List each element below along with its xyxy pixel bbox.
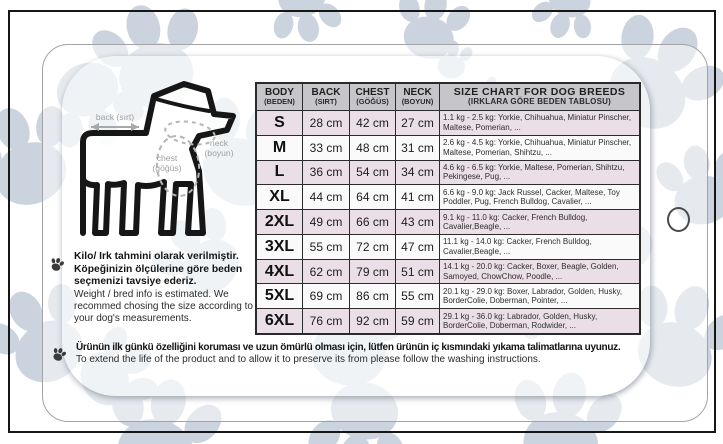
back-cell: 44 cm bbox=[303, 185, 349, 209]
size-cell: S bbox=[257, 111, 302, 135]
size-cell: M bbox=[257, 136, 302, 160]
header-breeds bbox=[440, 84, 639, 110]
header-breeds-tr: (IRKLARA GÖRE BEDEN TABLOSU) bbox=[468, 97, 611, 107]
breeds-cell: 20.1 kg - 29.0 kg: Boxer, Labrador, Golden, Husky, BorderColie, Doberman, Pointer, ... bbox=[440, 284, 639, 308]
header-chest-tr: (GÖĞÜS) bbox=[356, 97, 389, 107]
size-cell: 3XL bbox=[257, 235, 302, 259]
chest-cell: 54 cm bbox=[350, 161, 395, 185]
chest-label-line2: (göğüs) bbox=[152, 163, 182, 173]
back-cell: 28 cm bbox=[303, 111, 349, 135]
back-measure-arrow bbox=[91, 123, 139, 131]
washing-note-turkish: Ürünün ilk günkü özelliğini koruması ve uzun ömürlü olması için, lütfen ürünün iç kısmındaki yıkama talimatlarına uyunuz. bbox=[76, 342, 621, 353]
breeds-cell: 14.1 kg - 20.0 kg: Cacker, Boxer, Beagle, Golden, Samoyed, ChowChow, Poodle, ... bbox=[440, 260, 639, 284]
header-back-en: BACK bbox=[311, 86, 341, 98]
neck-label-line2: (boyun) bbox=[204, 148, 234, 158]
paw-icon bbox=[48, 343, 70, 365]
header-body bbox=[257, 84, 302, 110]
size-cell: 5XL bbox=[257, 284, 302, 308]
size-cell: 2XL bbox=[257, 210, 302, 234]
breeds-cell: 2.6 kg - 4.5 kg: Yorkie, Chihuahua, Miniatur Pinscher, Maltese, Pomerian, Shihtzu, ... bbox=[440, 136, 639, 160]
washing-note-english: To extend the life of the product and to allow it to preserve its from please follow the washing instructions. bbox=[76, 354, 541, 365]
breeds-cell: 6.6 kg - 9.0 kg: Jack Russel, Cacker, Maltese, Toy Poddler, Pug, French Bulldog, Cavalier, ... bbox=[440, 185, 639, 209]
back-cell: 33 cm bbox=[303, 136, 349, 160]
neck-cell: 34 cm bbox=[396, 161, 439, 185]
header-body-en: BODY bbox=[265, 86, 294, 98]
size-note-turkish: Kilo/ Irk tahmini olarak verilmiştir. Köpeğinizin ölçülerine göre beden seçmenizi tavsiye ederiz. bbox=[74, 251, 243, 288]
chest-cell: 66 cm bbox=[350, 210, 395, 234]
dog-measurement-diagram bbox=[58, 76, 270, 248]
paw-icon bbox=[46, 253, 68, 275]
neck-cell: 41 cm bbox=[396, 185, 439, 209]
chest-label-line1: chest bbox=[156, 153, 178, 163]
header-back-tr: (SIRT) bbox=[315, 97, 337, 107]
chest-cell: 72 cm bbox=[350, 235, 395, 259]
size-cell: L bbox=[257, 161, 302, 185]
neck-cell: 31 cm bbox=[396, 136, 439, 160]
header-neck-en: NECK bbox=[403, 86, 432, 98]
neck-cell: 55 cm bbox=[396, 284, 439, 308]
size-cell: XL bbox=[257, 185, 302, 209]
dog-outline-icon bbox=[58, 76, 270, 248]
neck-cell: 43 cm bbox=[396, 210, 439, 234]
hang-hole bbox=[667, 207, 690, 232]
size-note bbox=[46, 251, 272, 325]
neck-label-line1: neck bbox=[209, 138, 229, 148]
neck-cell: 47 cm bbox=[396, 235, 439, 259]
neck-cell: 27 cm bbox=[396, 111, 439, 135]
header-chest bbox=[350, 84, 395, 110]
size-cell: 6XL bbox=[257, 309, 302, 333]
chest-cell: 48 cm bbox=[350, 136, 395, 160]
breeds-cell: 1.1 kg - 2.5 kg: Yorkie, Chihuahua, Miniatur Pinscher, Maltese, Pomerian, ... bbox=[440, 111, 639, 135]
header-body-tr: (BEDEN) bbox=[264, 97, 295, 107]
breeds-cell: 11.1 kg - 14.0 kg: Cacker, French Bulldog, Cavalier,Beagle, ... bbox=[440, 235, 639, 259]
back-cell: 49 cm bbox=[303, 210, 349, 234]
chest-cell: 79 cm bbox=[350, 260, 395, 284]
header-neck-tr: (BOYUN) bbox=[401, 97, 434, 107]
back-cell: 76 cm bbox=[303, 309, 349, 333]
back-cell: 62 cm bbox=[303, 260, 349, 284]
back-cell: 55 cm bbox=[303, 235, 349, 259]
neck-cell: 59 cm bbox=[396, 309, 439, 333]
chest-cell: 86 cm bbox=[350, 284, 395, 308]
size-note-english: Weight / bred info is estimated. We recommed chosing the size according to your dog's measurements. bbox=[74, 288, 253, 325]
chest-cell: 42 cm bbox=[350, 111, 395, 135]
header-back bbox=[303, 84, 349, 110]
chest-cell: 64 cm bbox=[350, 185, 395, 209]
neck-cell: 51 cm bbox=[396, 260, 439, 284]
size-chart-table bbox=[255, 82, 641, 335]
back-cell: 36 cm bbox=[303, 161, 349, 185]
chest-cell: 92 cm bbox=[350, 309, 395, 333]
header-breeds-en: SIZE CHART FOR DOG BREEDS bbox=[453, 86, 626, 99]
back-label: back (sırt) bbox=[95, 112, 135, 122]
breeds-cell: 9.1 kg - 11.0 kg: Cacker, French Bulldog, Cavalier,Beagle, ... bbox=[440, 210, 639, 234]
header-chest-en: CHEST bbox=[355, 86, 390, 98]
header-neck bbox=[396, 84, 439, 110]
breeds-cell: 29.1 kg - 36.0 kg: Labrador, Golden, Husky, BorderColie, Doberman, Rodwider, ... bbox=[440, 309, 639, 333]
back-cell: 69 cm bbox=[303, 284, 349, 308]
washing-note bbox=[48, 341, 692, 367]
breeds-cell: 4.6 kg - 6.5 kg: Yorkie, Maltese, Pomerian, Shihtzu, Pekingese, Pug, ... bbox=[440, 161, 639, 185]
size-cell: 4XL bbox=[257, 260, 302, 284]
